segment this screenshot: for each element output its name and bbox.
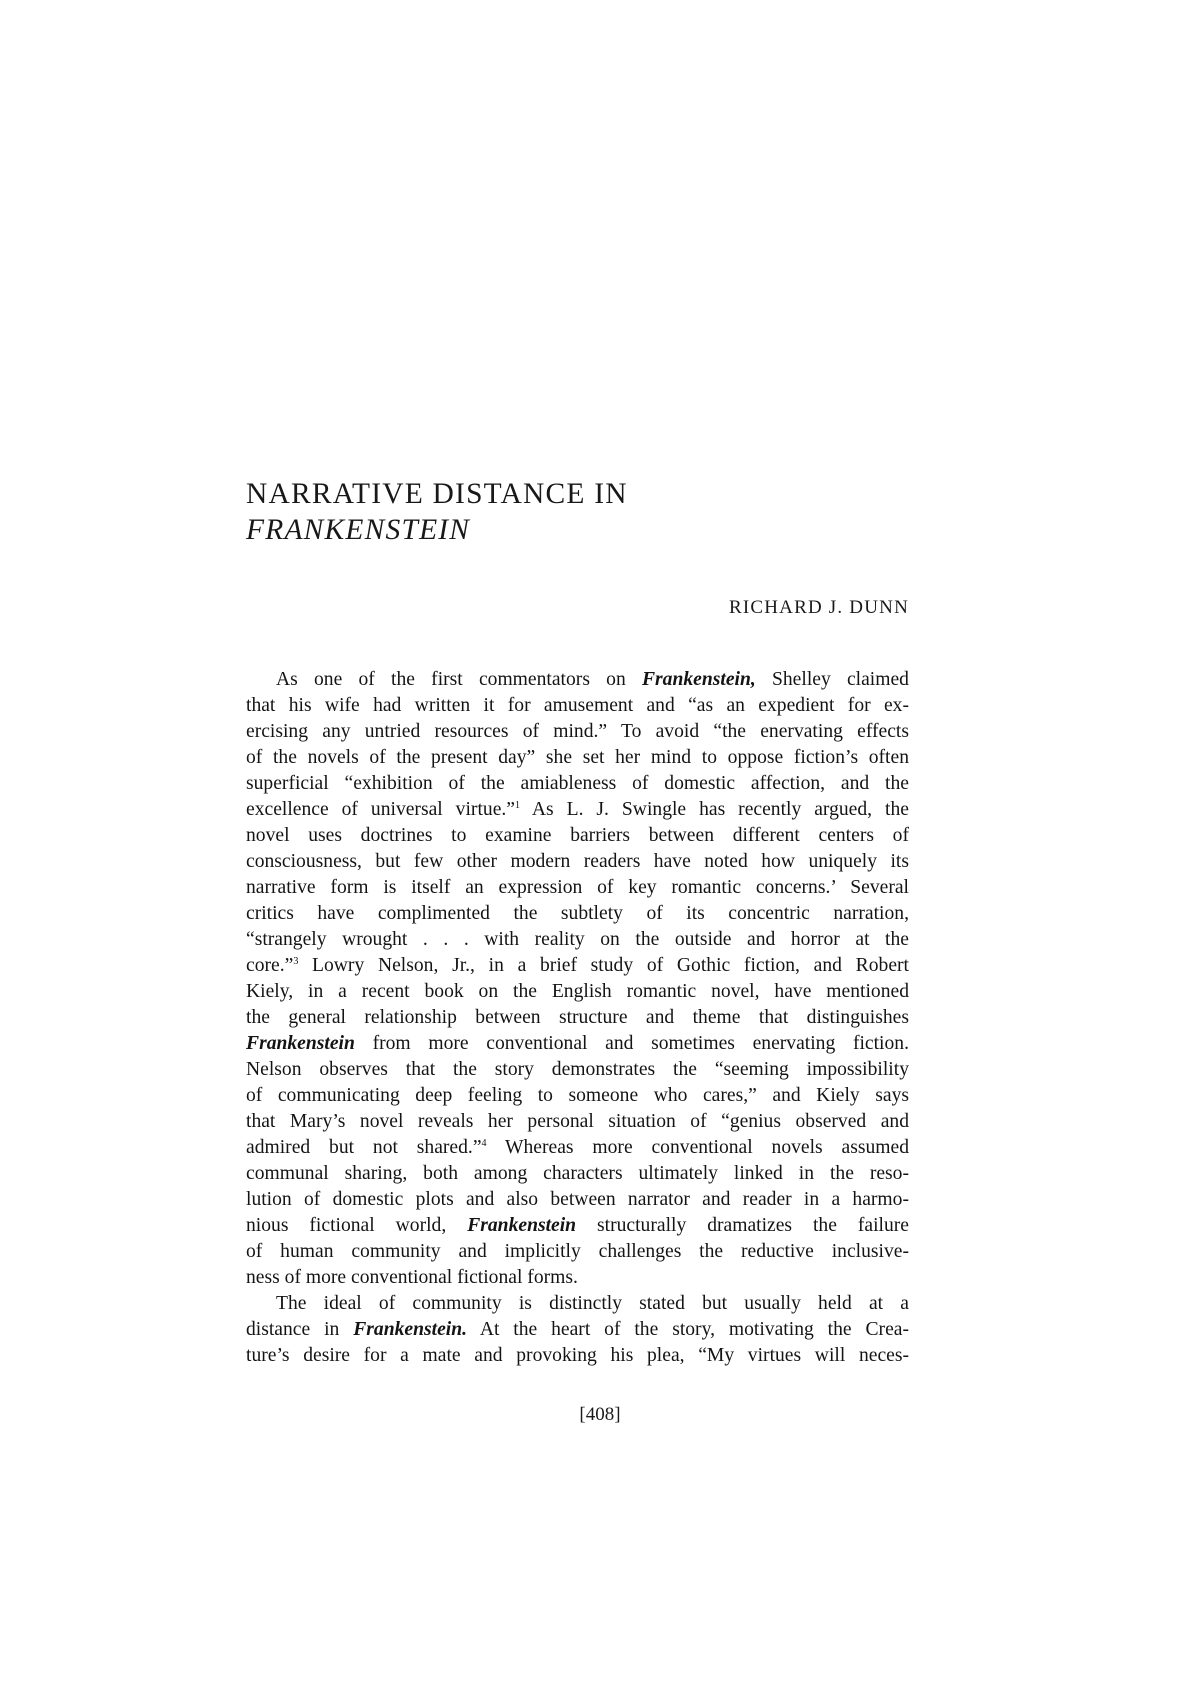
text-span: Shelley claimed — [755, 669, 909, 690]
text-span: Kiely, in a recent book on the English romantic novel, have mentioned — [246, 981, 909, 1002]
text-span: excellence of universal virtue.” — [246, 799, 515, 820]
body-text — [246, 667, 909, 1369]
page-number: [408] — [579, 1404, 621, 1425]
title-line-1: NARRATIVE DISTANCE IN — [246, 478, 628, 510]
text-span: from more conventional and sometimes enervating fiction. — [354, 1033, 909, 1054]
text-span: critics have complimented the subtlety of its concentric narration, — [246, 903, 909, 924]
text-line — [246, 979, 909, 1005]
text-line — [246, 745, 909, 771]
italic-title: Frankenstein — [467, 1215, 577, 1236]
text-line — [246, 927, 909, 953]
text-span: of communicating deep feeling to someone who cares,” and Kiely says — [246, 1085, 909, 1106]
text-line — [246, 901, 909, 927]
text-line — [246, 771, 909, 797]
text-line — [246, 719, 909, 745]
text-line — [246, 1031, 909, 1057]
text-line — [246, 953, 909, 979]
text-span: As one of the first commentators on — [276, 669, 642, 690]
text-span: lution of domestic plots and also between narrator and reader in a harmo- — [246, 1189, 909, 1210]
text-line — [246, 1239, 909, 1265]
text-span: the general relationship between structure and theme that distinguishes — [246, 1007, 909, 1028]
text-line — [246, 1187, 909, 1213]
text-span: ness of more conventional fictional forms. — [246, 1267, 578, 1288]
text-span: narrative form is itself an expression of key romantic concerns.’ Several — [246, 877, 909, 898]
text-span: of the novels of the present day” she set her mind to oppose fiction’s often — [246, 747, 909, 768]
text-span: ercising any untried resources of mind.” To avoid “the enervating effects — [246, 721, 909, 742]
text-line — [246, 1317, 909, 1343]
text-line — [246, 1291, 909, 1317]
text-line — [246, 797, 909, 823]
text-span: that his wife had written it for amusement and “as an expedient for ex- — [246, 695, 909, 716]
text-line — [246, 849, 909, 875]
text-span: Nelson observes that the story demonstrates the “seeming impossibility — [246, 1059, 909, 1080]
text-line — [246, 1161, 909, 1187]
text-span: The ideal of community is distinctly stated but usually held at a — [276, 1293, 909, 1314]
text-span: communal sharing, both among characters ultimately linked in the reso- — [246, 1163, 909, 1184]
text-span: core.” — [246, 955, 294, 976]
text-line — [246, 1135, 909, 1161]
text-line — [246, 667, 909, 693]
text-line — [246, 1083, 909, 1109]
title-line-2: FRANKENSTEIN — [246, 514, 471, 546]
text-span: structurally dramatizes the failure — [576, 1215, 909, 1236]
italic-title: Frankenstein — [246, 1033, 355, 1054]
text-line — [246, 1265, 909, 1291]
text-span: novel uses doctrines to examine barriers between different centers of — [246, 825, 909, 846]
text-span: of human community and implicitly challenges the reductive inclusive- — [246, 1241, 909, 1262]
text-line — [246, 693, 909, 719]
text-span: At the heart of the story, motivating the Crea- — [467, 1319, 910, 1340]
author-name: RICHARD J. DUNN — [728, 597, 909, 618]
text-span: admired but not shared.” — [246, 1137, 482, 1158]
article-title — [246, 476, 946, 548]
text-span: As L. J. Swingle has recently argued, the — [519, 799, 909, 820]
text-line — [246, 875, 909, 901]
text-span: superficial “exhibition of the amiableness of domestic affection, and the — [246, 773, 909, 794]
text-span: that Mary’s novel reveals her personal situation of “genius observed and — [246, 1111, 909, 1132]
text-span: Lowry Nelson, Jr., in a brief study of Gothic fiction, and Robert — [298, 955, 909, 976]
text-line — [246, 1109, 909, 1135]
footnote-marker: 3 — [293, 956, 299, 967]
text-span: ture’s desire for a mate and provoking his plea, “My virtues will neces- — [246, 1345, 909, 1366]
text-span: Whereas more conventional novels assumed — [486, 1137, 910, 1158]
text-span: consciousness, but few other modern readers have noted how uniquely its — [246, 851, 909, 872]
italic-title: Frankenstein. — [353, 1319, 468, 1340]
text-line — [246, 1057, 909, 1083]
text-line — [246, 1343, 909, 1369]
footnote-marker: 4 — [481, 1138, 487, 1149]
text-line — [246, 1005, 909, 1031]
text-span: nious fictional world, — [246, 1215, 468, 1236]
text-line — [246, 1213, 909, 1239]
text-line — [246, 823, 909, 849]
footnote-marker: 1 — [514, 800, 520, 811]
text-span: “strangely wrought . . . with reality on the outside and horror at the — [246, 929, 909, 950]
text-span: distance in — [246, 1319, 354, 1340]
italic-title: Frankenstein, — [641, 669, 756, 690]
